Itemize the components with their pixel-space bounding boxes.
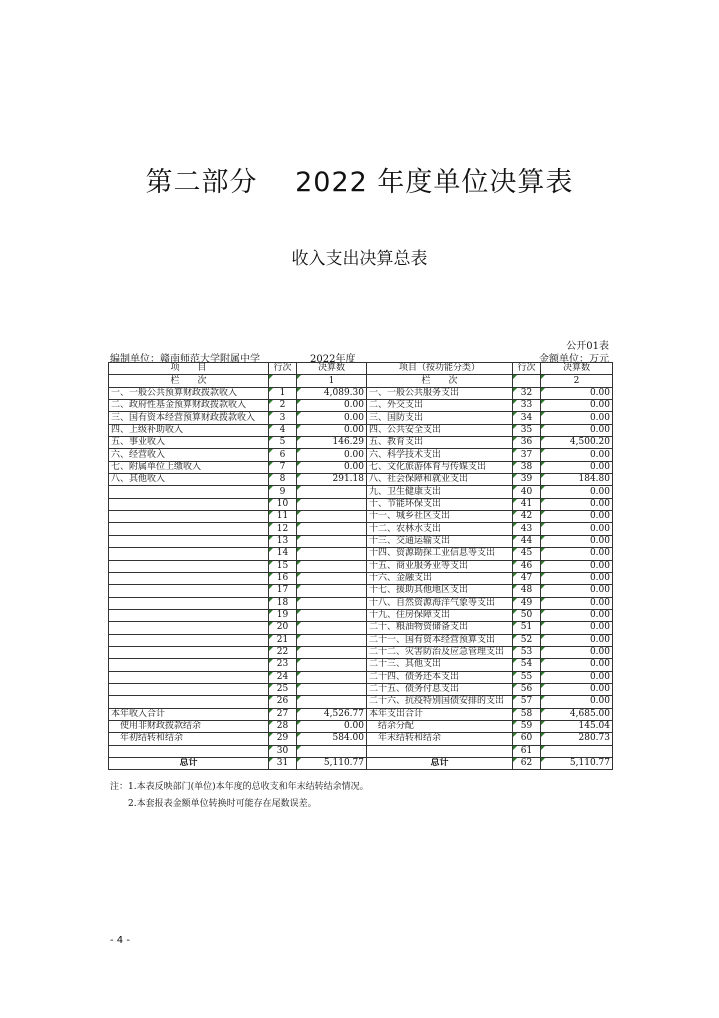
table-row [109,597,613,609]
table-row [109,424,613,436]
income-item-cell: 总计 [109,758,269,770]
line-no-cell: 51 [513,622,541,634]
header-cell: 决算数 [297,363,367,375]
line-no-cell: 60 [513,733,541,745]
line-no-cell: 23 [269,659,297,671]
amount-cell: 4,089.30 [297,387,367,399]
income-item-cell [109,535,269,547]
note-2: 2.本套报表金额单位转换时可能存在尾数误差。 [128,799,317,809]
expense-item-cell: 十七、援助其他地区支出 [367,585,513,597]
table-row [109,449,613,461]
income-item-cell: 七、附属单位上缴收入 [109,461,269,473]
line-no-cell: 37 [513,449,541,461]
income-item-cell [109,683,269,695]
line-no-cell: 56 [513,683,541,695]
expense-item-cell: 二十三、其他支出 [367,659,513,671]
table-row [109,609,613,621]
line-no-cell: 47 [513,572,541,584]
table-row [109,437,613,449]
line-no-cell: 54 [513,659,541,671]
expense-item-cell: 年末结转和结余 [367,733,513,745]
line-no-cell: 58 [513,708,541,720]
line-no-cell: 13 [269,535,297,547]
amount-cell [541,745,613,757]
amount-cell: 184.80 [541,474,613,486]
amount-cell: 0.00 [541,572,613,584]
line-no-cell: 59 [513,720,541,732]
table-row [109,745,613,757]
line-no-cell: 48 [513,585,541,597]
line-no-cell: 17 [269,585,297,597]
line-no-cell: 9 [269,486,297,498]
amount-cell [297,498,367,510]
line-no-cell: 16 [269,572,297,584]
subheader-cell: 1 [297,375,367,387]
subheader-cell: 栏 次 [367,375,513,387]
amount-cell: 291.18 [297,474,367,486]
income-item-cell [109,511,269,523]
line-no-cell: 4 [269,424,297,436]
line-no-cell: 39 [513,474,541,486]
amount-cell [297,671,367,683]
line-no-cell: 32 [513,387,541,399]
amount-cell [297,659,367,671]
line-no-cell: 41 [513,498,541,510]
amount-cell [297,683,367,695]
income-item-cell [109,585,269,597]
line-no-cell: 20 [269,622,297,634]
amount-cell [297,486,367,498]
expense-item-cell: 十六、金融支出 [367,572,513,584]
table-row [109,572,613,584]
table-row [109,387,613,399]
expense-item-cell: 二、外交支出 [367,400,513,412]
line-no-cell: 26 [269,696,297,708]
line-no-cell: 7 [269,461,297,473]
income-item-cell: 八、其他收入 [109,474,269,486]
income-item-cell [109,498,269,510]
income-item-cell: 五、事业收入 [109,437,269,449]
income-item-cell: 四、上级补助收入 [109,424,269,436]
income-item-cell [109,486,269,498]
expense-item-cell [367,745,513,757]
fiscal-year: 2022年度 [310,354,356,365]
table-body [109,363,613,770]
amount-cell: 0.00 [541,548,613,560]
amount-cell [297,646,367,658]
line-no-cell: 28 [269,720,297,732]
amount-cell: 0.00 [541,597,613,609]
line-no-cell: 21 [269,634,297,646]
expense-item-cell: 十、节能环保支出 [367,498,513,510]
table-row [109,461,613,473]
expense-item-cell: 本年支出合计 [367,708,513,720]
income-item-cell: 三、国有资本经营预算财政拨款收入 [109,412,269,424]
income-item-cell: 使用非财政拨款结余 [109,720,269,732]
table-row [109,548,613,560]
amount-cell: 5,110.77 [297,758,367,770]
table-row [109,758,613,770]
amount-cell [297,511,367,523]
line-no-cell: 11 [269,511,297,523]
amount-cell: 4,500.20 [541,437,613,449]
expense-item-cell: 二十六、抗疫特别国债安排的支出 [367,696,513,708]
table-row [109,733,613,745]
line-no-cell: 22 [269,646,297,658]
line-no-cell: 53 [513,646,541,658]
amount-cell: 0.00 [541,523,613,535]
income-item-cell [109,745,269,757]
expense-item-cell: 一、一般公共服务支出 [367,387,513,399]
expense-item-cell: 二十二、灾害防治及应急管理支出 [367,646,513,658]
income-item-cell [109,696,269,708]
table-row [109,659,613,671]
amount-cell [297,535,367,547]
expense-item-cell: 二十四、债务还本支出 [367,671,513,683]
income-item-cell [109,659,269,671]
income-item-cell [109,622,269,634]
amount-cell: 146.29 [297,437,367,449]
amount-cell: 0.00 [541,671,613,683]
line-no-cell: 25 [269,683,297,695]
amount-cell: 0.00 [297,400,367,412]
table-row [109,622,613,634]
table-row [109,523,613,535]
line-no-cell: 42 [513,511,541,523]
line-no-cell: 8 [269,474,297,486]
amount-cell: 0.00 [541,400,613,412]
expense-item-cell: 结余分配 [367,720,513,732]
income-item-cell [109,609,269,621]
amount-cell: 0.00 [541,659,613,671]
amount-cell: 0.00 [541,622,613,634]
amount-cell [297,696,367,708]
amount-cell: 0.00 [541,424,613,436]
line-no-cell: 43 [513,523,541,535]
amount-cell [297,597,367,609]
table-row [109,412,613,424]
income-item-cell [109,523,269,535]
income-item-cell [109,646,269,658]
income-item-cell: 一、一般公共预算财政拨款收入 [109,387,269,399]
line-no-cell: 45 [513,548,541,560]
line-no-cell: 49 [513,597,541,609]
expense-item-cell: 十四、资源勘探工业信息等支出 [367,548,513,560]
amount-cell: 0.00 [541,511,613,523]
amount-cell: 145.04 [541,720,613,732]
amount-cell: 0.00 [541,486,613,498]
amount-cell: 0.00 [541,535,613,547]
table-row [109,511,613,523]
income-item-cell: 六、经营收入 [109,449,269,461]
line-no-cell: 14 [269,548,297,560]
amount-cell: 0.00 [541,387,613,399]
table-row [109,400,613,412]
amount-cell [297,523,367,535]
line-no-cell: 15 [269,560,297,572]
amount-cell: 0.00 [541,609,613,621]
amount-cell: 0.00 [541,461,613,473]
amount-cell [297,548,367,560]
amount-cell: 0.00 [297,424,367,436]
table-row [109,474,613,486]
amount-unit: 金额单位：万元 [539,354,609,365]
subheader-cell: 2 [541,375,613,387]
line-no-cell: 57 [513,696,541,708]
line-no-cell: 31 [269,758,297,770]
expense-item-cell: 五、教育支出 [367,437,513,449]
expense-item-cell: 三、国防支出 [367,412,513,424]
line-no-cell: 10 [269,498,297,510]
amount-cell [297,572,367,584]
table-row [109,708,613,720]
expense-item-cell: 二十一、国有资本经营预算支出 [367,634,513,646]
amount-cell: 0.00 [297,720,367,732]
amount-cell [297,609,367,621]
amount-cell: 0.00 [541,683,613,695]
line-no-cell: 2 [269,400,297,412]
expense-item-cell: 八、社会保障和就业支出 [367,474,513,486]
line-no-cell: 18 [269,597,297,609]
line-no-cell: 3 [269,412,297,424]
amount-cell: 0.00 [541,560,613,572]
amount-cell [297,622,367,634]
income-item-cell: 二、政府性基金预算财政拨款收入 [109,400,269,412]
table-row [109,696,613,708]
income-expenditure-table [108,362,613,770]
expense-item-cell: 九、卫生健康支出 [367,486,513,498]
amount-cell: 0.00 [541,696,613,708]
table-row [109,560,613,572]
table-row [109,535,613,547]
line-no-cell: 62 [513,758,541,770]
table-code: 公开01表 [566,341,609,352]
line-no-cell: 38 [513,461,541,473]
amount-cell: 0.00 [541,498,613,510]
income-item-cell: 年初结转和结余 [109,733,269,745]
expense-item-cell: 十八、自然资源海洋气象等支出 [367,597,513,609]
page-number: - 4 - [110,935,130,946]
table-row [109,498,613,510]
amount-cell: 4,685.00 [541,708,613,720]
amount-cell [297,745,367,757]
line-no-cell: 55 [513,671,541,683]
subheader-cell [513,375,541,387]
table-row [109,634,613,646]
compiling-unit: 编制单位：赣南师范大学附属中学 [110,354,260,365]
header-cell: 行次 [513,363,541,375]
expense-item-cell: 六、科学技术支出 [367,449,513,461]
line-no-cell: 27 [269,708,297,720]
line-no-cell: 36 [513,437,541,449]
line-no-cell: 34 [513,412,541,424]
table-row [109,646,613,658]
header-cell: 行次 [269,363,297,375]
line-no-cell: 30 [269,745,297,757]
note-1: 注：1.本表反映部门(单位)本年度的总收支和年末结转结余情况。 [110,782,369,792]
line-no-cell: 46 [513,560,541,572]
subheader-cell: 栏 次 [109,375,269,387]
amount-cell [297,560,367,572]
amount-cell [297,634,367,646]
line-no-cell: 52 [513,634,541,646]
line-no-cell: 61 [513,745,541,757]
header-row [109,363,613,375]
expense-item-cell: 总计 [367,758,513,770]
header-cell: 决算数 [541,363,613,375]
expense-item-cell: 七、文化旅游体育与传媒支出 [367,461,513,473]
income-item-cell [109,560,269,572]
subheader-cell [269,375,297,387]
amount-cell: 0.00 [541,412,613,424]
income-item-cell [109,634,269,646]
amount-cell: 0.00 [297,412,367,424]
income-item-cell [109,548,269,560]
amount-cell: 0.00 [541,646,613,658]
amount-cell: 0.00 [541,585,613,597]
amount-cell: 0.00 [297,461,367,473]
amount-cell: 584.00 [297,733,367,745]
line-no-cell: 24 [269,671,297,683]
table-row [109,486,613,498]
line-no-cell: 6 [269,449,297,461]
line-no-cell: 40 [513,486,541,498]
amount-cell: 0.00 [541,449,613,461]
expense-item-cell: 二十、粮油物资储备支出 [367,622,513,634]
table-row [109,720,613,732]
expense-item-cell: 四、公共安全支出 [367,424,513,436]
line-no-cell: 12 [269,523,297,535]
table-title: 收入支出决算总表 [291,249,428,269]
page-title: 第二部分 2022 年度单位决算表 [145,167,574,198]
table-row [109,671,613,683]
income-item-cell: 本年收入合计 [109,708,269,720]
expense-item-cell: 十五、商业服务业等支出 [367,560,513,572]
line-no-cell: 5 [269,437,297,449]
expense-item-cell: 十九、住房保障支出 [367,609,513,621]
income-item-cell [109,671,269,683]
header-cell: 项目（按功能分类） [367,363,513,375]
amount-cell: 0.00 [541,634,613,646]
line-no-cell: 1 [269,387,297,399]
expense-item-cell: 十三、交通运输支出 [367,535,513,547]
line-no-cell: 50 [513,609,541,621]
amount-cell: 0.00 [297,449,367,461]
income-item-cell [109,597,269,609]
amount-cell [297,585,367,597]
line-no-cell: 33 [513,400,541,412]
expense-item-cell: 二十五、债务付息支出 [367,683,513,695]
line-no-cell: 29 [269,733,297,745]
income-item-cell [109,572,269,584]
table-row [109,683,613,695]
line-no-cell: 44 [513,535,541,547]
expense-item-cell: 十一、城乡社区支出 [367,511,513,523]
line-no-cell: 19 [269,609,297,621]
amount-cell: 5,110.77 [541,758,613,770]
amount-cell: 4,526.77 [297,708,367,720]
table-row [109,585,613,597]
expense-item-cell: 十二、农林水支出 [367,523,513,535]
amount-cell: 280.73 [541,733,613,745]
header-cell: 项 目 [109,363,269,375]
line-no-cell: 35 [513,424,541,436]
subheader-row [109,375,613,387]
